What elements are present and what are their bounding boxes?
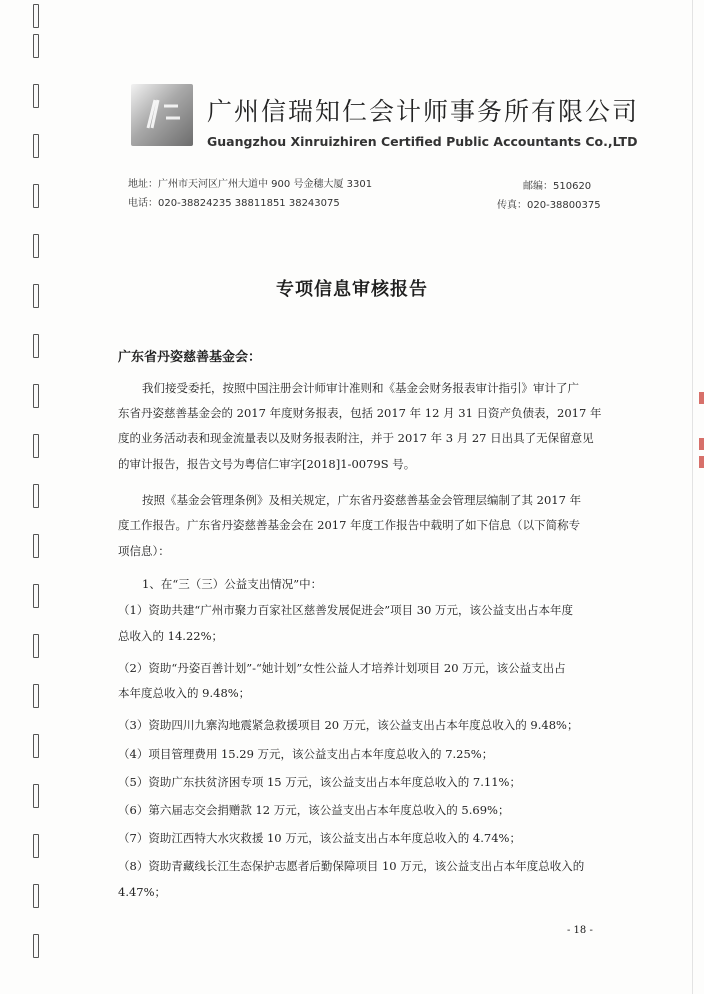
paragraph-line: 项信息）： <box>118 544 170 558</box>
firm-logo <box>131 84 193 146</box>
fax-value: 020-38800375 <box>527 200 601 211</box>
list-item: （2）资助“丹姿百善计划”-“她计划”女性公益人才培养计划项目 20 万元，该公益支出占 <box>118 661 566 675</box>
phone-label: 电话： <box>128 198 158 209</box>
paragraph-line: 度工作报告。广东省丹姿慈善基金会在 2017 年度工作报告中载明了如下信息（以下简称专 <box>118 518 581 532</box>
phone-value: 020-38824235 38811851 38243075 <box>158 198 340 209</box>
postcode-label: 邮编： <box>523 181 553 192</box>
list-item: （4）项目管理费用 15.29 万元，该公益支出占本年度总收入的 7.25%； <box>118 747 494 761</box>
paragraph-line: 我们接受委托，按照中国注册会计师审计准则和《基金会财务报表审计指引》审计了广 <box>142 381 579 395</box>
postcode-line <box>523 177 591 192</box>
list-item: （6）第六届志交会捐赠款 12 万元，该公益支出占本年度总收入的 5.69%； <box>118 803 510 817</box>
firm-name-en: Guangzhou Xinruizhiren Certified Public Accountants Co.,LTD <box>207 134 638 149</box>
paragraph-line: 的审计报告，报告文号为粤信仁审字[2018]1-0079S 号。 <box>118 457 416 471</box>
postcode-value: 510620 <box>553 181 592 192</box>
list-item-continued: 4.47%； <box>118 885 167 899</box>
list-item-continued: 本年度总收入的 9.48%； <box>118 686 251 700</box>
list-item: （5）资助广东扶贫济困专项 15 万元，该公益支出占本年度总收入的 7.11%； <box>118 775 521 789</box>
phone-line <box>128 194 340 209</box>
paragraph-line: 东省丹姿慈善基金会的 2017 年度财务报表，包括 2017 年 12 月 31 日资产负债表，2017 年 <box>118 406 602 420</box>
right-edge-line <box>692 0 693 994</box>
address-label: 地址： <box>128 179 158 190</box>
list-item: （7）资助江西特大水灾救援 10 万元，该公益支出占本年度总收入的 4.74%； <box>118 831 521 845</box>
report-title: 专项信息审核报告 <box>276 279 428 300</box>
list-item: （3）资助四川九寨沟地震紧急救援项目 20 万元，该公益支出占本年度总收入的 9.48%； <box>118 718 579 732</box>
section-heading: 1、在“三（三）公益支出情况”中： <box>142 577 323 591</box>
salutation: 广东省丹姿慈善基金会： <box>118 350 262 365</box>
page-number: - 18 - <box>567 925 593 936</box>
list-item: （1）资助共建“广州市聚力百家社区慈善发展促进会”项目 30 万元，该公益支出占本年度 <box>118 603 574 617</box>
paragraph-line: 度的业务活动表和现金流量表以及财务报表附注，并于 2017 年 3 月 27 日出具了无保留意见 <box>118 431 594 445</box>
fax-label: 传真： <box>497 200 527 211</box>
list-item: （8）资助青藏线长江生态保护志愿者后勤保障项目 10 万元，该公益支出占本年度总收入的 <box>118 859 585 873</box>
firm-name-cn: 广州信瑞知仁会计师事务所有限公司 <box>207 97 640 126</box>
address-value: 广州市天河区广州大道中 900 号金穗大厦 3301 <box>158 179 373 190</box>
fax-line <box>497 196 601 211</box>
address-line <box>128 175 372 190</box>
paragraph-line: 按照《基金会管理条例》及相关规定，广东省丹姿慈善基金会管理层编制了其 2017 年 <box>142 493 582 507</box>
list-item-continued: 总收入的 14.22%； <box>118 629 224 643</box>
